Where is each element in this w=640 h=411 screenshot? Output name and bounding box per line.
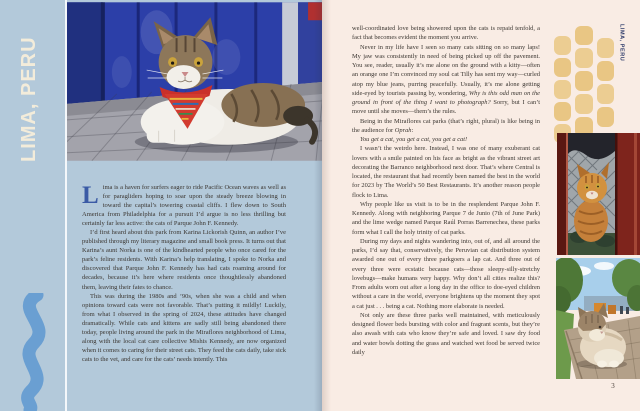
right-body-text [352,24,540,357]
paragraph [82,228,286,291]
paragraph [352,24,540,43]
paragraph [352,43,540,117]
text-run: Sorry, but I can’t move until she moves—them’s the rules. [352,99,540,116]
chapter-title: LIMA, PERU [18,36,40,162]
text-run: Not only are these three parks well maintained, with meticulously designed flower beds bursting with color and fragrant scents, but they’re also awash with cats who know they’re safe and loved. I saw dry food and water bowls dotting the grass and watched wet food be served twice daily [352,311,540,356]
italic-text-run: Oprah [394,126,412,134]
paragraph [352,237,540,311]
left-body-text [82,183,286,364]
text-run: well-coordinated love being showered upon the cats is repaid tenfold, a fact that becomes evident the moment you arrive. [352,25,540,42]
photo-orange-cat-railing [557,133,640,255]
wave-decoration [4,293,60,411]
italic-text-run: Why is this odd man on the ground in front of the thing I want to photograph? [352,89,540,106]
text-run: Why people like us visit is to be in the resplendent Parque John F. Kennedy. Along with neighboring Parque 7 de Junio (7th of June Park) and the lime wedge named Parque Raúl Porras Barrenechea, these parks form what I call the holy trinity of cat parks. [352,200,540,236]
gutter-shadow-left [314,0,322,411]
paragraph [352,135,540,144]
text-run: Never in my life have I seen so many cats sitting on so many laps! My jaw was consistently in need of being picked up off the pavement. You see, reader, usually it’s me alone on the ground with a kitty—often an orange one I’m convinced my soul cat Tilly has sent my way—curled atop my blue jeans, purring peacefully. Usually, it’s me alone getting side-eyed by tourists passing by, wondering, [352,43,540,97]
italic-text-run: You get a cat, you get a cat, you get a cat! [360,136,468,143]
text-run: During my days and nights wandering into, out of, and all around the parks, I’d say that, conservatively, the Peruvian cat distribution system awarded one out of every three parkgoers a lap cat. And three out of every three were ecstatic because cats—those sleepy-silly-stretchy lovebugs—make humans very happy. Why don’t all cities realize this? From adults worn out after a long day in the office to doe-eyed children without a care in the world, everyone brightens up the moment they spot a cat just . . . being a cat. Nothing more elaborate is needed. [352,237,540,310]
text-run: Being in the Miraflores cat parks (that’s right, plural) is like being in the audience for [352,117,540,134]
park-cat-illustration [556,258,640,379]
tile-pattern-decoration [552,2,622,150]
cat-bandana-illustration [67,2,322,161]
text-run: : [411,126,414,134]
photo-cat-blue-wall [67,2,322,161]
right-page [322,0,640,411]
text-run: This was during the 1980s and ’90s, when she was a child and when opinions toward cats were not favorable. That’s putting it mildly! Luckily, from what I observed in the spring of 2024, these attitudes have changed dramatically. While cats and kittens are sadly still being abandoned there today, people living around the park in the Miraflores neighborhood of Lima, along with the local cat care collective Mishis Kennedy, are now organized when it comes to caring for their street cats. They feed the cats daily, take sick cats to the vet, and care for the cats’ needs intently. This [82,292,286,363]
paragraph [352,311,540,357]
gutter-shadow-right [322,0,331,411]
running-header: LIMA, PERU [618,24,625,62]
text-run: ima is a haven for surfers eager to ride Pacific Ocean waves as well as for paragliders hoping to soar upon the steady breeze blowing in toward the capital’s towering coastal cliffs. I flew down to South America from Philadelphia for a pursuit I’d argue is no less thrilling but certainly far less active: the cats of Parque John F. Kennedy. [82,184,286,228]
text-run: I’d first heard about this park from Karina Lickorish Quinn, an author I’ve published through my literary magazine and small book press. It turns out that Karina’s aunt Norka is one of the kindhearted people who once cared for the park’s feline residents. With Karina’s help translating, I spoke to Norka and discovered that Parque John F. Kennedy has had cats roaming around for decades, because it’s here where residents once thoughtlessly abandoned them, leaving their fates to chance. [82,229,286,291]
paragraph [352,117,540,136]
paragraph [352,200,540,237]
drop-cap: L [82,182,99,209]
paragraph [352,144,540,200]
paragraph [82,183,286,228]
orange-cat-illustration [557,133,640,255]
text-run: I wasn’t the weirdo here. Instead, I was one of many exuberant cat lovers with a smile painted on his face as bright as the vibrant street art decorating the Barranco neighborhood next door. That’s where Central is located, the restaurant that had recently been named the best in the world for 2023 by The World’s 50 Best Restaurants. It’s another reason people flock to Lima. [352,145,540,199]
photo-cat-park-path [556,258,640,379]
paragraph [82,292,286,364]
page-number: 3 [611,382,615,390]
